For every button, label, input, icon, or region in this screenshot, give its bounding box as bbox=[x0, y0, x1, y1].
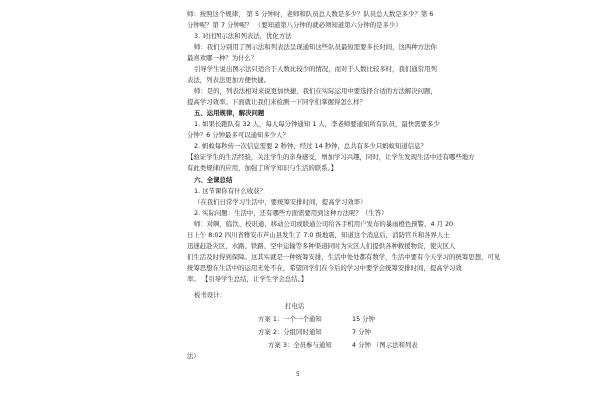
text-line: 率。 【引导学生总结，让学生学会总结。】 bbox=[187, 275, 308, 283]
text-line: 表法，列表法更加方便快捷。 bbox=[187, 76, 271, 84]
text-line: 师：对啊，临饮、校讯通、移动公司或联通公司给各手机用户发布的暴雨橙色预警、4 月 20 bbox=[194, 220, 454, 228]
text-line: 3. 对比图示法和列表法，优化方法 bbox=[194, 32, 292, 40]
text-line: 引导学生说出图示法只适合于人数比较少的情况，而对于人数比较多时，我们通常用列 bbox=[194, 65, 437, 73]
text-line: 师：我们分别用了图示法和列表法呈现通知这些队员最短需要多长时间，这两种方法你 bbox=[194, 43, 437, 51]
text-line: 日上午 8:02 四川省雅安市芦山县发生了 7.0 级地震，知道这个消息后，消防官兵和各界人士 bbox=[187, 231, 450, 239]
text-line: 1. 这节课你有什么收获？ bbox=[194, 187, 267, 195]
text-line: 最喜欢哪一种？为什么？ bbox=[187, 54, 258, 62]
board-row-label: 方案 3：全员参与通知 bbox=[268, 341, 332, 349]
text-line: 有此类规律的应用，加强了所学知识与生活的联系。】 bbox=[187, 164, 338, 172]
text-line: （在我们日常学习生活中，要统筹安排时间，提高学习效率） bbox=[194, 198, 367, 206]
text-line: 2. 实际问题：生活中，还有哪些方面需要用到这种方法呢？（生答） bbox=[194, 209, 388, 217]
text-line: 分钟呢？第 7 分钟呢？ （要知道第八分钟的就必须知道第六分钟的是多少） bbox=[187, 21, 402, 29]
text-line: 分钟？6 分钟最多可以通知多少人？ bbox=[187, 131, 289, 139]
board-row-value: 4 分钟 （图示法和列表 bbox=[352, 341, 418, 349]
board-heading: 板书设计： bbox=[194, 291, 226, 299]
board-row-value: 15 分钟 bbox=[352, 315, 375, 323]
board-row-label: 方案 1：一个一个通知 bbox=[258, 315, 322, 323]
text-line: 师：按照这个规律， 第 5 分钟时，老师和队员总人数是多少？队员总人数是多少？第 6 bbox=[187, 10, 434, 18]
text-line: 们生活及时得到保障。这其实就是一种统筹安排，生活中处处都有数学，生活中要有今天学习的统筹思想，可见 bbox=[187, 253, 501, 261]
text-line: 师：是的，列表法相对来说更加快捷，我们在实际运用中要选择合适的方法解决问题， bbox=[194, 87, 437, 95]
board-tail: 法） bbox=[187, 352, 200, 360]
section-heading: 五、运用规律，解决问题 bbox=[194, 109, 265, 117]
text-line: 2. 蚂蚁每秒传一次信息需要 2 秒钟，经过 14 秒钟，总共有多少只蚂蚁知道信息？ bbox=[194, 142, 427, 150]
board-title: 打电话 bbox=[285, 302, 305, 310]
text-line: 【验证学生的生活经验，关注学生的亲身感受，增加学习兴趣，同时，让学生发现生活中还有哪些地方 bbox=[187, 153, 475, 161]
text-line: 提高学习效率。下面就让我们来检测一下同学们掌握得怎么样？ bbox=[187, 98, 366, 106]
section-heading: 六、全课总结 bbox=[194, 176, 233, 184]
text-line: 迅速赶赴灾区，水路、铁路、空中运输等多种渠道同时为灾区人们提供各种救援物资，使灾区人 bbox=[187, 242, 456, 250]
text-line: 1. 如果长跑队有 32 人，每人每分钟通知 1 人，李老师要通知所有队员，最快需要多少 bbox=[194, 120, 440, 128]
board-row-label: 方案 2：分组同时通知 bbox=[258, 328, 322, 336]
text-line: 统筹思想在生活中的运用无处不在，希望同学们在今后的学习中要学会统筹安排时间，提高学习效 bbox=[187, 264, 462, 272]
board-row-value: 7 分钟 bbox=[352, 328, 371, 336]
page-number: 5 bbox=[296, 371, 300, 378]
